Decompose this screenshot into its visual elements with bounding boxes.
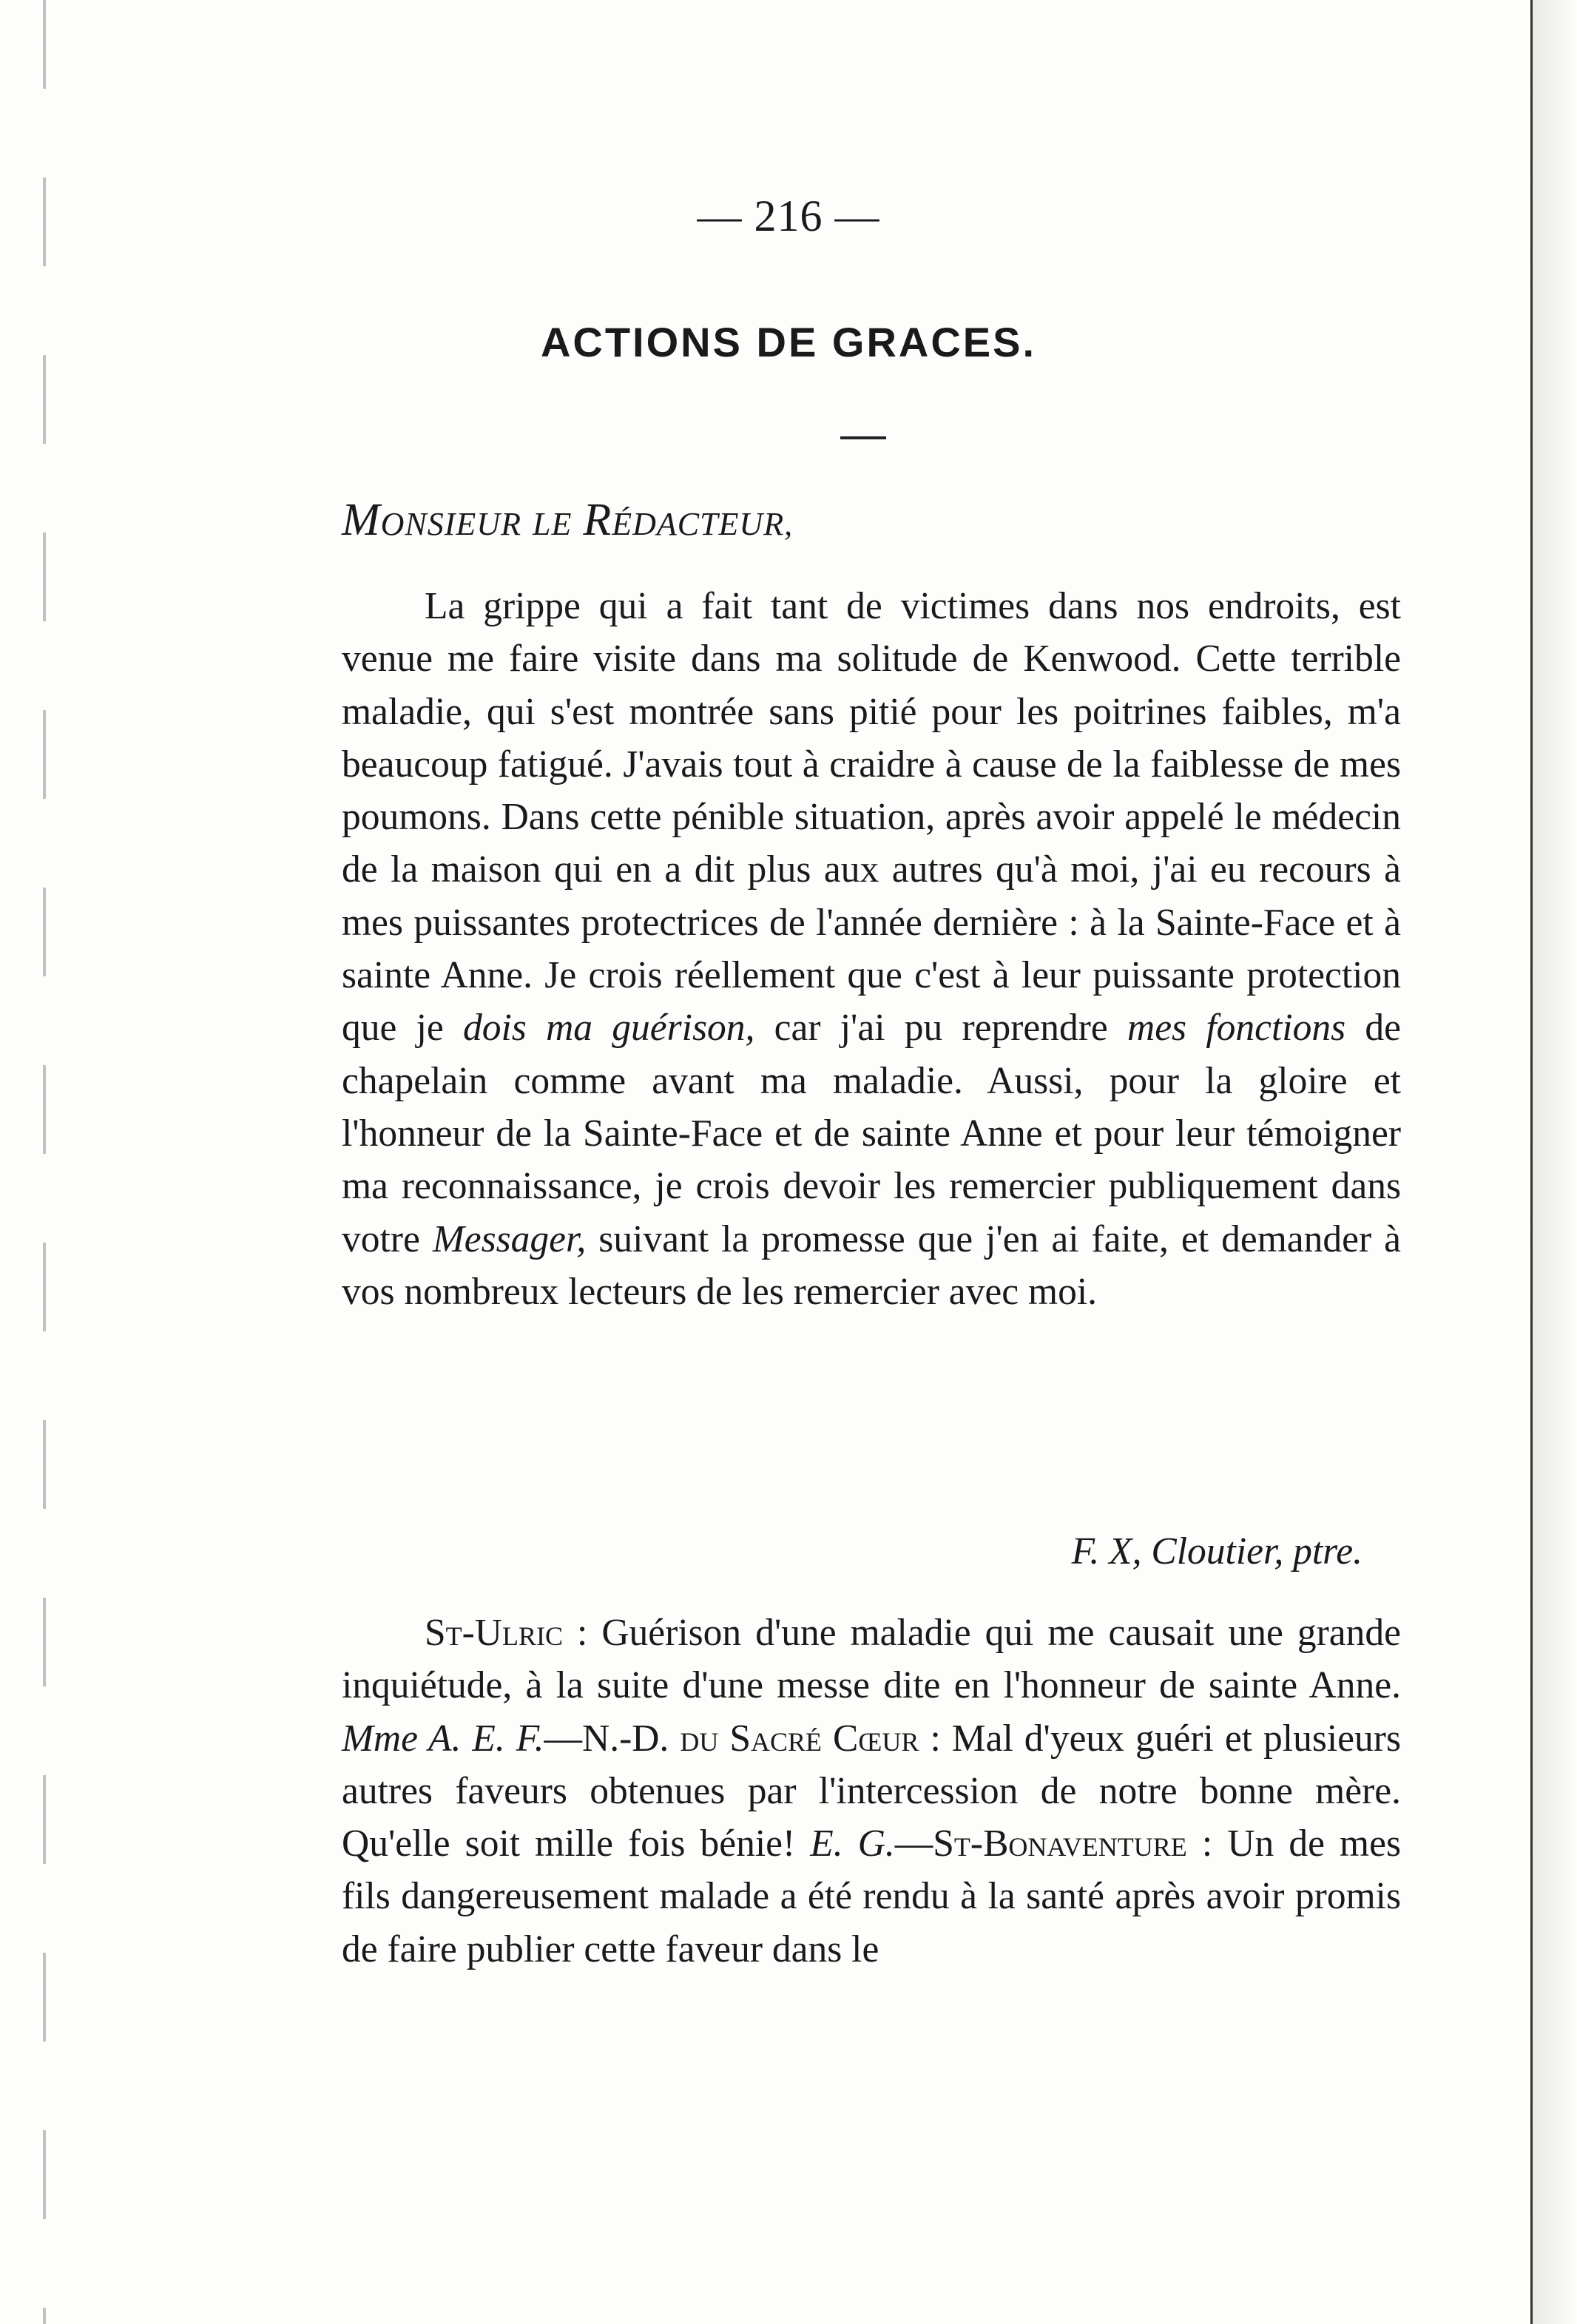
letter-text-part2: car j'ai pu reprendre (754, 1007, 1127, 1050)
place-nd-sacre-coeur: N.-D. du Sacré Cœur (582, 1717, 919, 1760)
page-number: — 216 — (697, 192, 880, 240)
salutation (342, 494, 793, 547)
salutation-initial-r: R (583, 495, 612, 545)
title-divider (840, 436, 886, 439)
letter-text-part1: La grippe qui a fait tant de victimes dans nos endroits, est venue me faire visite dans ma solitude de Kenwood. Cette terrible maladie, qui s'est montrée sans pitié pour les poitrines faibles, m'a beaucoup fatigué. J'avais tout à craidre à cause de la faiblesse de mes poumons. Dans cette pénible situation, après avoir appelé le médecin de la maison qui en a dit plus aux autres qu'à moi, j'ai eu recours à mes puissantes protectrices de l'année dernière : à la Sainte-Face et à sainte Anne. Je crois réellement que c'est à leur puissante protection que je (342, 585, 1401, 1050)
thanks-text-3: : Un de mes fils dangereusement malade a été rendu à la santé après avoir promis de faire publier cette faveur dans le (342, 1823, 1401, 1970)
letter-signature: F. X, Cloutier, ptre. (1071, 1530, 1362, 1573)
dash-1: — (544, 1717, 582, 1760)
page-title: ACTIONS DE GRACES. (540, 319, 1037, 365)
dash-2: — (894, 1823, 933, 1865)
thanks-text-1: : Guérison d'une maladie qui me causait une grande inquiétude, à la suite d'une messe dite en l'honneur de sainte Anne. (342, 1612, 1401, 1707)
salutation-word-onsieur: ONSIEUR (380, 506, 521, 542)
thanks-signature-2: E. G. (810, 1823, 895, 1865)
place-st-bonaventure: St-Bonaventure (933, 1823, 1187, 1865)
salutation-initial-m: M (342, 495, 381, 545)
thanksgiving-paragraph (342, 1607, 1401, 1976)
salutation-word-le: LE (532, 506, 573, 542)
letter-text-part4: suivant la promesse que j'en ai faite, et demander à vos nombreux lecteurs de les remercier avec moi. (342, 1217, 1401, 1313)
letter-text-part3: de chapelain comme avant ma maladie. Aussi, pour la gloire et l'honneur de la Sainte-Face et de sainte Anne et pour leur témoigner ma reconnaissance, je crois devoir les remercier publiquement dans votre (342, 1007, 1402, 1260)
letter-italic-1: dois ma guérison, (463, 1007, 755, 1050)
letter-italic-messager: Messager, (432, 1217, 587, 1260)
salutation-word-edacteur: ÉDACTEUR, (612, 506, 794, 542)
thanks-signature-1: Mme A. E. F. (342, 1717, 544, 1760)
letter-paragraph (342, 580, 1401, 1318)
thanks-text-2: : Mal d'yeux guéri et plusieurs autres faveurs obtenues par l'intercession de notre bonne mère. Qu'elle soit mille fois bénie! (342, 1717, 1401, 1865)
letter-italic-2: mes fonctions (1127, 1007, 1346, 1050)
place-st-ulric: St-Ulric (425, 1612, 563, 1654)
